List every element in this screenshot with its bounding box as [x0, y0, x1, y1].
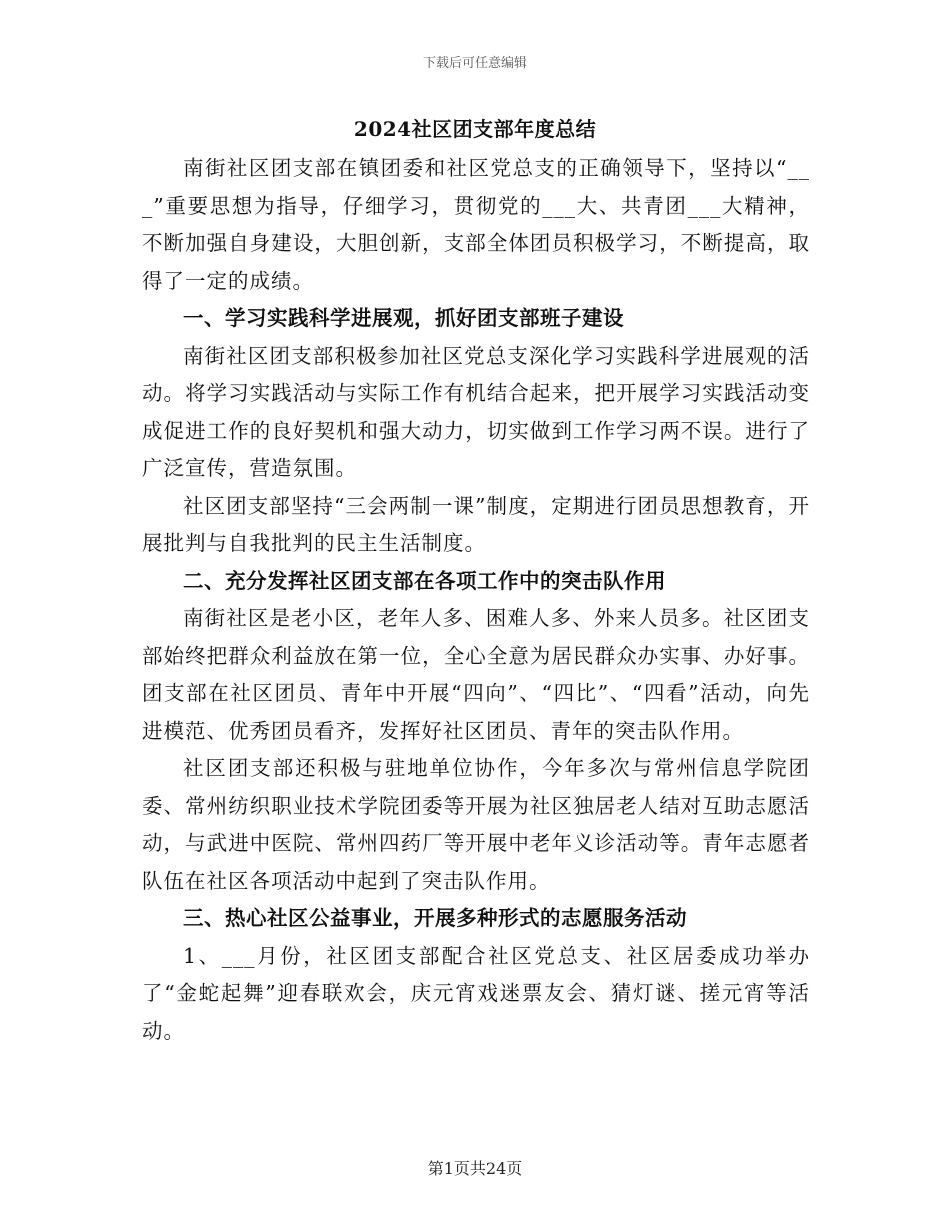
section-3-paragraph-1: 1、___月份，社区团支部配合社区党总支、社区居委成功举办了“金蛇起舞”迎春联欢会，庆元宵戏迷票友会、猜灯谜、搓元宵等活动。	[142, 943, 810, 1043]
document-body	[142, 150, 810, 1050]
page-number: 第1页共24页	[427, 1159, 523, 1178]
section-heading-3: 三、热心社区公益事业，开展多种形式的志愿服务活动	[183, 906, 687, 930]
section-2-paragraph-2: 社区团支部还积极与驻地单位协作，今年多次与常州信息学院团委、常州纺织职业技术学院团委等开展为社区独居老人结对互助志愿活动，与武进中医院、常州四药厂等开展中老年义诊活动等。青年志愿者队伍在社区各项活动中起到了突击队作用。	[142, 756, 810, 893]
section-1-paragraph-1: 南街社区团支部积极参加社区党总支深化学习实践科学进展观的活动。将学习实践活动与实际工作有机结合起来，把开展学习实践活动变成促进工作的良好契机和强大动力，切实做到工作学习两不误。进行了广泛宣传，营造氛围。	[142, 343, 810, 480]
page-header-note: 下载后可任意编辑	[422, 56, 527, 71]
section-2-paragraph-1: 南街社区是老小区，老年人多、困难人多、外来人员多。社区团支部始终把群众利益放在第一位，全心全意为居民群众办实事、办好事。团支部在社区团员、青年中开展“四向”、“四比”、“四看”活动，向先进模范、优秀团员看齐，发挥好社区团员、青年的突击队作用。	[142, 606, 810, 743]
intro-paragraph: 南街社区团支部在镇团委和社区党总支的正确领导下，坚持以“___”重要思想为指导，仔细学习，贯彻党的___大、共青团___大精神，不断加强自身建设，大胆创新，支部全体团员积极学习，不断提高，取得了一定的成绩。	[142, 156, 810, 293]
section-heading-1: 一、学习实践科学进展观，抓好团支部班子建设	[183, 306, 624, 330]
section-1-paragraph-2: 社区团支部坚持“三会两制一课”制度，定期进行团员思想教育，开展批判与自我批判的民主生活制度。	[142, 493, 810, 555]
document-title: 2024社区团支部年度总结	[353, 117, 597, 141]
section-heading-2: 二、充分发挥社区团支部在各项工作中的突击队作用	[183, 568, 666, 593]
